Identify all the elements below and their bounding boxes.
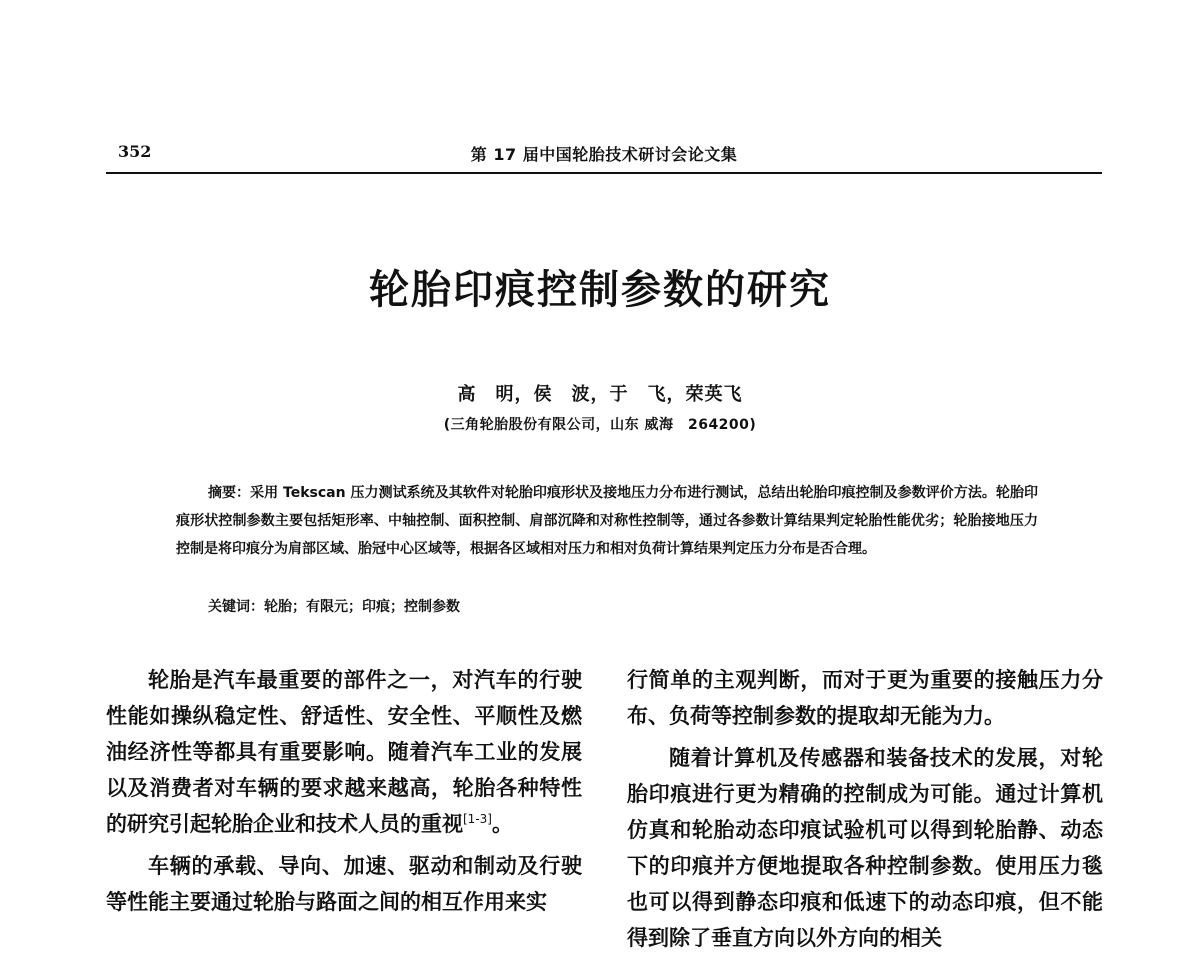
header-rule	[106, 172, 1102, 174]
paper-title: 轮胎印痕控制参数的研究	[369, 267, 831, 313]
citation: [1-3]	[463, 812, 492, 826]
abstract: 摘要：采用 Tekscan 压力测试系统及其软件对轮胎印痕形状及接地压力分布进行测试，总结出轮胎印痕控制及参数评价方法。轮胎印痕形状控制参数主要包括矩形率、中轴控制、面积控制、肩部沉降和对称性控制等，通过各参数计算结果判定轮胎性能优劣；轮胎接地压力控制是将印痕分为肩部区域、胎冠中心区域等，根据各区域相对压力和相对负荷计算结果判定压力分布是否合理。	[176, 485, 1038, 557]
paragraph-text: 行简单的主观判断，而对于更为重要的接触压力分布、负荷等控制参数的提取却无能为力。	[627, 668, 1103, 728]
page-number: 352	[118, 142, 152, 161]
paragraph-text: 随着计算机及传感器和装备技术的发展，对轮胎印痕进行更为精确的控制成为可能。通过计算机仿真和轮胎动态印痕试验机可以得到轮胎静、动态下的印痕并方便地提取各种控制参数。使用压力毯也可以得到静态印痕和低速下的动态印痕，但不能得到除了垂直方向以外方向的相关	[627, 746, 1103, 950]
paragraph	[627, 662, 1103, 734]
paragraph-text: 轮胎是汽车最重要的部件之一，对汽车的行驶性能如操纵稳定性、舒适性、安全性、平顺性及燃油经济性等都具有重要影响。随着汽车工业的发展以及消费者对车辆的要求越来越高，轮胎各种特性的研究引起轮胎企业和技术人员的重视	[106, 668, 582, 836]
paragraph-text: 车辆的承载、导向、加速、驱动和制动及行驶等性能主要通过轮胎与路面之间的相互作用来实	[106, 854, 582, 914]
paper-affiliation: (三角轮胎股份有限公司，山东 威海 264200)	[443, 417, 757, 433]
paragraph	[627, 740, 1103, 956]
body-column-left	[106, 662, 582, 920]
paragraph-end: 。	[491, 812, 513, 836]
paragraph	[106, 662, 582, 842]
running-head: 第 17 届中国轮胎技术研讨会论文集	[470, 145, 738, 164]
paper-authors: 高 明，侯 波，于 飞，荣英飞	[457, 384, 743, 405]
keywords: 关键词：轮胎；有限元；印痕；控制参数	[208, 599, 460, 615]
page-header	[106, 140, 1102, 170]
paragraph	[106, 848, 582, 920]
body-column-right	[627, 662, 1103, 956]
